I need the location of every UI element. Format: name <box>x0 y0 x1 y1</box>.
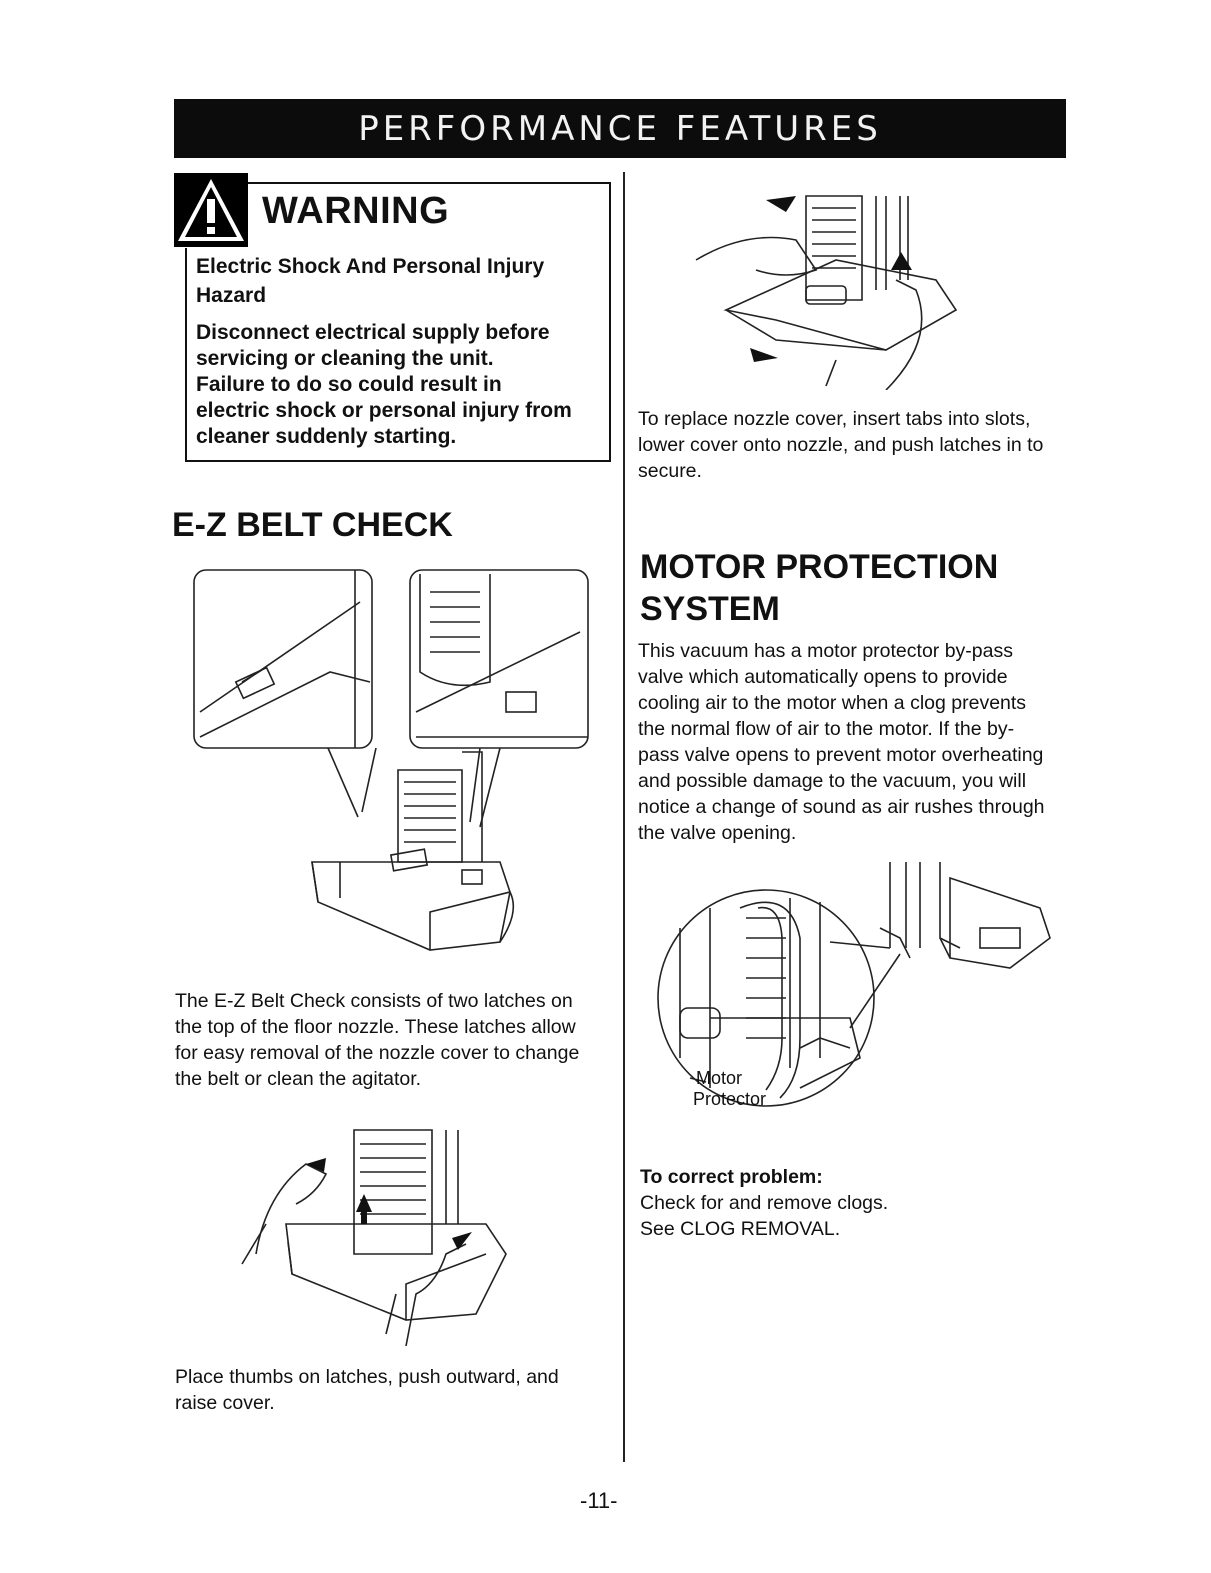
warning-body-line-2: servicing or cleaning the unit. <box>196 347 494 370</box>
motor-desc-line-1: This vacuum has a motor protector by-pass <box>638 640 1013 662</box>
motor-desc-line-6: and possible damage to the vacuum, you will <box>638 770 1027 792</box>
motor-desc-line-2: valve which automatically opens to provide <box>638 666 1008 688</box>
ez-desc-line-2: the top of the floor nozzle. These latches allow <box>175 1016 576 1038</box>
motor-desc-line-5: pass valve opens to prevent motor overheating <box>638 744 1044 766</box>
latch-caption-line-1: Place thumbs on latches, push outward, and <box>175 1366 559 1388</box>
motor-heading-line-1: MOTOR PROTECTION <box>640 548 999 586</box>
callout-motor: Motor <box>696 1068 743 1088</box>
motor-desc-line-8: the valve opening. <box>638 822 797 844</box>
correct-problem-heading: To correct problem: <box>640 1166 823 1188</box>
section-title: PERFORMANCE FEATURES <box>358 108 882 149</box>
warning-triangle-icon <box>174 173 248 247</box>
callout-protector: Protector <box>693 1089 767 1109</box>
page-number: -11- <box>580 1488 618 1513</box>
latch-caption-line-2: raise cover. <box>175 1392 275 1414</box>
warning-hazard-line-1: Electric Shock And Personal Injury <box>196 255 545 278</box>
warning-title: WARNING <box>262 190 450 232</box>
motor-heading-line-2: SYSTEM <box>640 590 780 628</box>
motor-desc-line-7: notice a change of sound as air rushes through <box>638 796 1045 818</box>
replace-caption-line-1: To replace nozzle cover, insert tabs into slots, <box>638 408 1031 430</box>
correct-step-1: Check for and remove clogs. <box>640 1192 889 1214</box>
ez-desc-line-1: The E-Z Belt Check consists of two latches on <box>175 990 573 1012</box>
column-divider <box>623 172 625 1462</box>
ez-belt-check-illustration <box>180 562 600 958</box>
warning-body-line-3: Failure to do so could result in <box>196 373 502 396</box>
warning-body-line-1: Disconnect electrical supply before <box>196 321 550 344</box>
motor-desc-line-3: cooling air to the motor when a clog prevents <box>638 692 1027 714</box>
replace-cover-illustration <box>686 190 966 390</box>
correct-step-2: See CLOG REMOVAL. <box>640 1218 841 1240</box>
ez-desc-line-3: for easy removal of the nozzle cover to change <box>175 1042 580 1064</box>
replace-caption-line-3: secure. <box>638 460 702 482</box>
latch-removal-illustration <box>236 1124 516 1346</box>
warning-body-line-5: cleaner suddenly starting. <box>196 425 457 448</box>
warning-hazard-line-2: Hazard <box>196 284 267 307</box>
motor-desc-line-4: the normal flow of air to the motor. If the by- <box>638 718 1015 740</box>
ez-desc-line-4: the belt or clean the agitator. <box>175 1068 422 1090</box>
warning-body-line-4: electric shock or personal injury from <box>196 399 572 422</box>
ez-belt-heading: E-Z BELT CHECK <box>172 506 453 544</box>
motor-heading <box>640 546 998 630</box>
replace-caption-line-2: lower cover onto nozzle, and push latches in to <box>638 434 1044 456</box>
section-banner <box>174 99 1066 158</box>
